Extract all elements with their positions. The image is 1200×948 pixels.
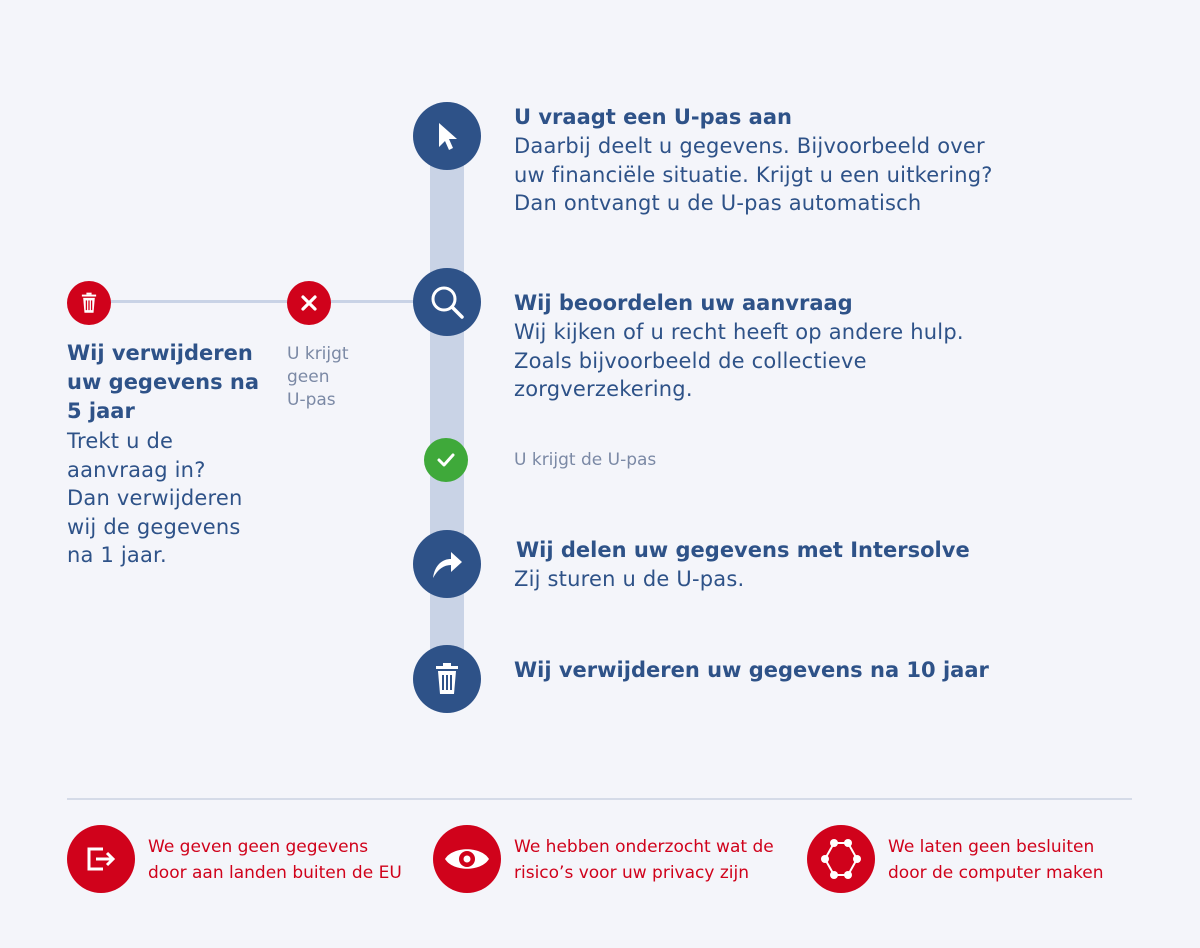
step-1-title: U vraagt een U-pas aan	[514, 105, 792, 129]
magnifier-icon	[413, 268, 481, 336]
timeline-track	[430, 140, 464, 680]
footer-text-1: We geven geen gegevens door aan landen buiten de EU	[148, 837, 402, 883]
step-1-text: Daarbij deelt u gegevens. Bijvoorbeeld over uw financiële situatie. Krijgt u een uitkering? Dan ontvangt u de U-pas automatisch	[514, 134, 993, 215]
cross-icon	[287, 281, 331, 325]
step-5-title: Wij verwijderen uw gegevens na 10 jaar	[514, 658, 989, 682]
step-2-title: Wij beoordelen uw aanvraag	[514, 291, 853, 315]
rejected-text: U krijgt geen U-pas	[287, 344, 349, 410]
cursor-icon	[413, 102, 481, 170]
connector-line-left	[110, 300, 288, 303]
share-arrow-icon	[413, 530, 481, 598]
footer-text-3: We laten geen besluiten door de computer maken	[888, 837, 1104, 883]
step-4-title: Wij delen uw gegevens met Intersolve	[516, 538, 970, 562]
checkmark-icon	[424, 438, 468, 482]
step-2-text: Wij kijken of u recht heeft op andere hulp. Zoals bijvoorbeeld de collectieve zorgverzekering.	[514, 320, 964, 401]
step-4-text: Zij sturen u de U-pas.	[514, 567, 745, 591]
trash-icon	[413, 645, 481, 713]
eye-icon	[433, 825, 501, 893]
withdrawn-text: Trekt u de aanvraag in? Dan verwijderen wij de gegevens na 1 jaar.	[67, 429, 243, 567]
trash-icon	[67, 281, 111, 325]
approved-text: U krijgt de U-pas	[514, 450, 657, 470]
withdrawn-title: Wij verwijderen uw gegevens na 5 jaar	[67, 341, 260, 423]
exit-arrow-icon	[67, 825, 135, 893]
footer-text-2: We hebben onderzocht wat de risico’s voor uw privacy zijn	[514, 837, 774, 883]
network-icon	[807, 825, 875, 893]
divider	[67, 798, 1132, 800]
